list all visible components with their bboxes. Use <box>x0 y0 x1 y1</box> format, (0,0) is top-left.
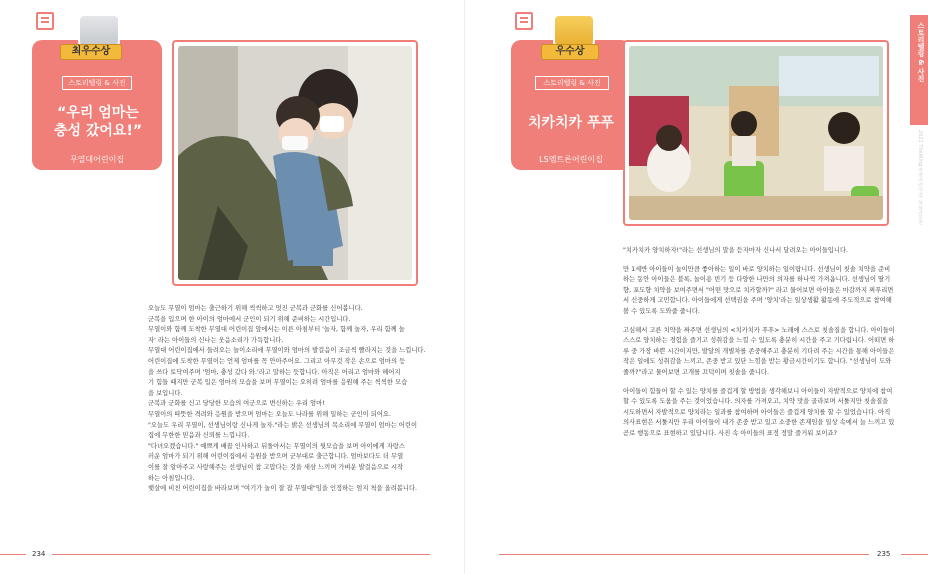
award-badge: 우수상 <box>541 44 599 60</box>
right-page <box>464 0 928 574</box>
award-card-left <box>32 40 162 170</box>
mother-hug-photo <box>178 46 412 280</box>
page-number: 235 <box>877 550 891 558</box>
paragraph: 만 1세반 아이들이 놀이만큼 좋아하는 일이 바로 양치하는 일이랍니다. 선생님이 칫솔 치약을 준비 <box>623 265 891 273</box>
paragraph: 러운 엄마가 되기 위해 어린이집에서 응원을 받으며 군부대로 출근합니다. 엄마보다도 더 무열 <box>148 453 404 461</box>
paragraph: 의사표현은 서툴지만 우리 아이들이 내가 존중 받고 있고 소중한 존재임을 일상 속에서 늘 느끼고 있 <box>623 419 895 427</box>
paragraph: 이를 잘 알아주고 사랑해주는 선생님이 참 고맙다는 것을 새삼 느끼며 가벼운 발걸음으로 시작 <box>148 463 404 471</box>
paragraph: 을 쓰다 토닥여주며 '엄마, 충성 갔다 와.'라고 말하는 듯합니다. 아직은 어리고 엄마와 헤어지 <box>148 368 401 376</box>
toddlers-brushing-photo <box>629 46 883 220</box>
publication-name: 2021 TheWing 직장어린이집 보육공모전 <box>917 130 923 225</box>
award-card-right <box>511 40 631 170</box>
story-body-right <box>623 246 913 440</box>
footer-rule <box>0 554 26 555</box>
paragraph: 곧로 행동으로 표현하고 있답니다. 사진 속 아이들의 표정 정말 즐거워 보이죠? <box>623 429 837 437</box>
paragraph: 루 중 가장 바쁜 시간이지만, 발달의 개별차를 존중해주고 충분히 기다려 주는 시간을 통해 아이들은 <box>623 347 895 355</box>
paragraph: 스스로 양치하는 경험을 즐기고 성취감을 느낄 수 있도록 충분히 시간을 주고 기다립니다. 어떠면 하 <box>623 337 895 345</box>
paragraph: 아이들이 힘들어 할 수 있는 양치를 즐겁게 할 방법을 생각해보니 아이들이 자발적으로 양치에 참여 <box>623 387 893 395</box>
paragraph: "치카치카 양치하자!"라는 선생님의 말을 듣자마자 신나서 달려오는 아이들입니다. <box>623 247 849 254</box>
paragraph: 오늘도 무열이 엄마는 출근하기 위해 씩씩하고 멋진 군복과 군화를 신어봅니다. <box>148 305 363 312</box>
photo-frame <box>172 40 418 286</box>
category-tag: 스토리텔링 & 사진 <box>535 76 609 90</box>
story-headline: 치카치카 푸푸 <box>527 115 615 131</box>
center-name: 무열대어린이집 <box>69 155 125 164</box>
footer-rule <box>901 554 928 555</box>
paragraph: 을 보입니다. <box>148 389 183 397</box>
award-badge: 최우수상 <box>60 44 122 60</box>
paragraph: 어린이집에 도착한 무열이는 언제 엄마를 꼭 안아주어요. 그리고 아무것 작은 손으로 엄마의 등 <box>148 357 406 365</box>
paragraph: 자' 라는 아이들의 신나는 웃음소리가 가득합니다. <box>148 336 284 344</box>
paragraph: 하는 동안 아이들은 블록, 놀이용 빈기 등 다양한 나만의 의자를 하나씩 가져옵니다. 선생님이 딸기 <box>623 276 891 284</box>
paragraph: 무열대 어린이집에서 들려오는 놀이소리에 무열이와 엄마의 발걸음이 조금씩 빨라지는 것을 느낍니다. <box>148 347 426 355</box>
footer-rule <box>499 554 869 555</box>
paragraph: 볼 수 있도록 도와줍 줍니다. <box>623 307 700 315</box>
footer-rule <box>52 554 430 555</box>
document-icon <box>36 12 54 30</box>
paragraph: 할 수 있도록 도움을 주는 것이었습니다. 의자를 가져오고, 치약 맛을 골라보며 서툴지만 칫솔질을 <box>623 398 889 406</box>
paragraph: "오늘도 우리 무열이, 선생님이랑 신나게 놀자."라는 밝은 선생님의 목소리에 무열이 엄마는 어린이 <box>148 421 418 429</box>
paragraph: 기 힘들 때지만 군복 입은 엄마의 모습을 보며 무열이는 오히려 엄마를 응원해 주는 씩씩한 모습 <box>148 379 408 387</box>
section-side-label: 스토리텔링 & 사진 <box>917 22 925 82</box>
paragraph: 무열이와 함께 도착한 무열대 어린이집 앞에서는 이른 아침부터 '놀자, 함께 놀자, 우리 함께 놀 <box>148 326 405 334</box>
center-name: LS엠트론어린이집 <box>539 155 603 164</box>
paragraph: 향, 포도향 치약을 보여주면서 "어떤 맛으로 치카할까?" 라고 물어보면 아이들은 마감까지 찌푸리면 <box>623 286 894 294</box>
paragraph: 고심해서 고른 치약을 짜주면 선생님의 <치카치카 푸푸> 노래에 스스로 칫솔질을 합니다. 아이들이 <box>623 326 895 334</box>
document-icon <box>515 12 533 30</box>
paragraph: 군복을 입으며 한 아이의 엄마에서 군인이 되기 위해 준비하는 시간입니다. <box>148 315 351 323</box>
paragraph: 집에 무한한 믿음과 신뢰를 느낍니다. <box>148 432 250 440</box>
paragraph: "다녀오겠습니다." 예쁘게 배꼽 인사하고 뒤돌아서는 무열이의 뒷모습을 보며 아이에게 자랑스 <box>148 442 405 450</box>
story-headline: “우리 엄마는 충성 갔어요!” <box>53 105 143 139</box>
story-body-left <box>148 304 438 495</box>
photo-frame <box>623 40 889 226</box>
category-tag: 스토리텔링 & 사진 <box>62 76 132 90</box>
paragraph: 작은 일에도 성취감을 느끼고, 존중 받고 있단 느낌을 받는 황금시간이기도 합니다. "선생님이 도와 <box>623 358 892 366</box>
paragraph: 군복과 군화를 신고 당당한 모습의 여군으로 변신하는 우리 엄마! <box>148 400 325 408</box>
paragraph: 시도하면서 자발적으로 양치라는 일과를 참여하며 아이들은 즐겁게 양치를 할 수 있었습니다. 아직 <box>623 408 891 416</box>
page-number: 234 <box>32 550 46 558</box>
paragraph: 줄까?"라고 물어보면 고개를 끄덕이며 칫솔을 줍니다. <box>623 368 769 376</box>
paragraph: 하는 아침입니다. <box>148 474 195 482</box>
paragraph: 햇살에 비친 어린이집을 바라보며 "여기가 놀이 잘 잡 무열대"임을 인정하는 엄지 척을 올려봅니다. <box>148 485 418 493</box>
paragraph: 무열이의 따뜻한 격려와 응원을 받으며 엄마는 오늘도 나라를 위해 일하는 군인이 되어요. <box>148 410 391 418</box>
paragraph: 서 신중하게 고민합니다. 아이들에게 선택권을 주며 '양치'라는 일상생활 활동에 주도적으로 참여해 <box>623 297 892 305</box>
